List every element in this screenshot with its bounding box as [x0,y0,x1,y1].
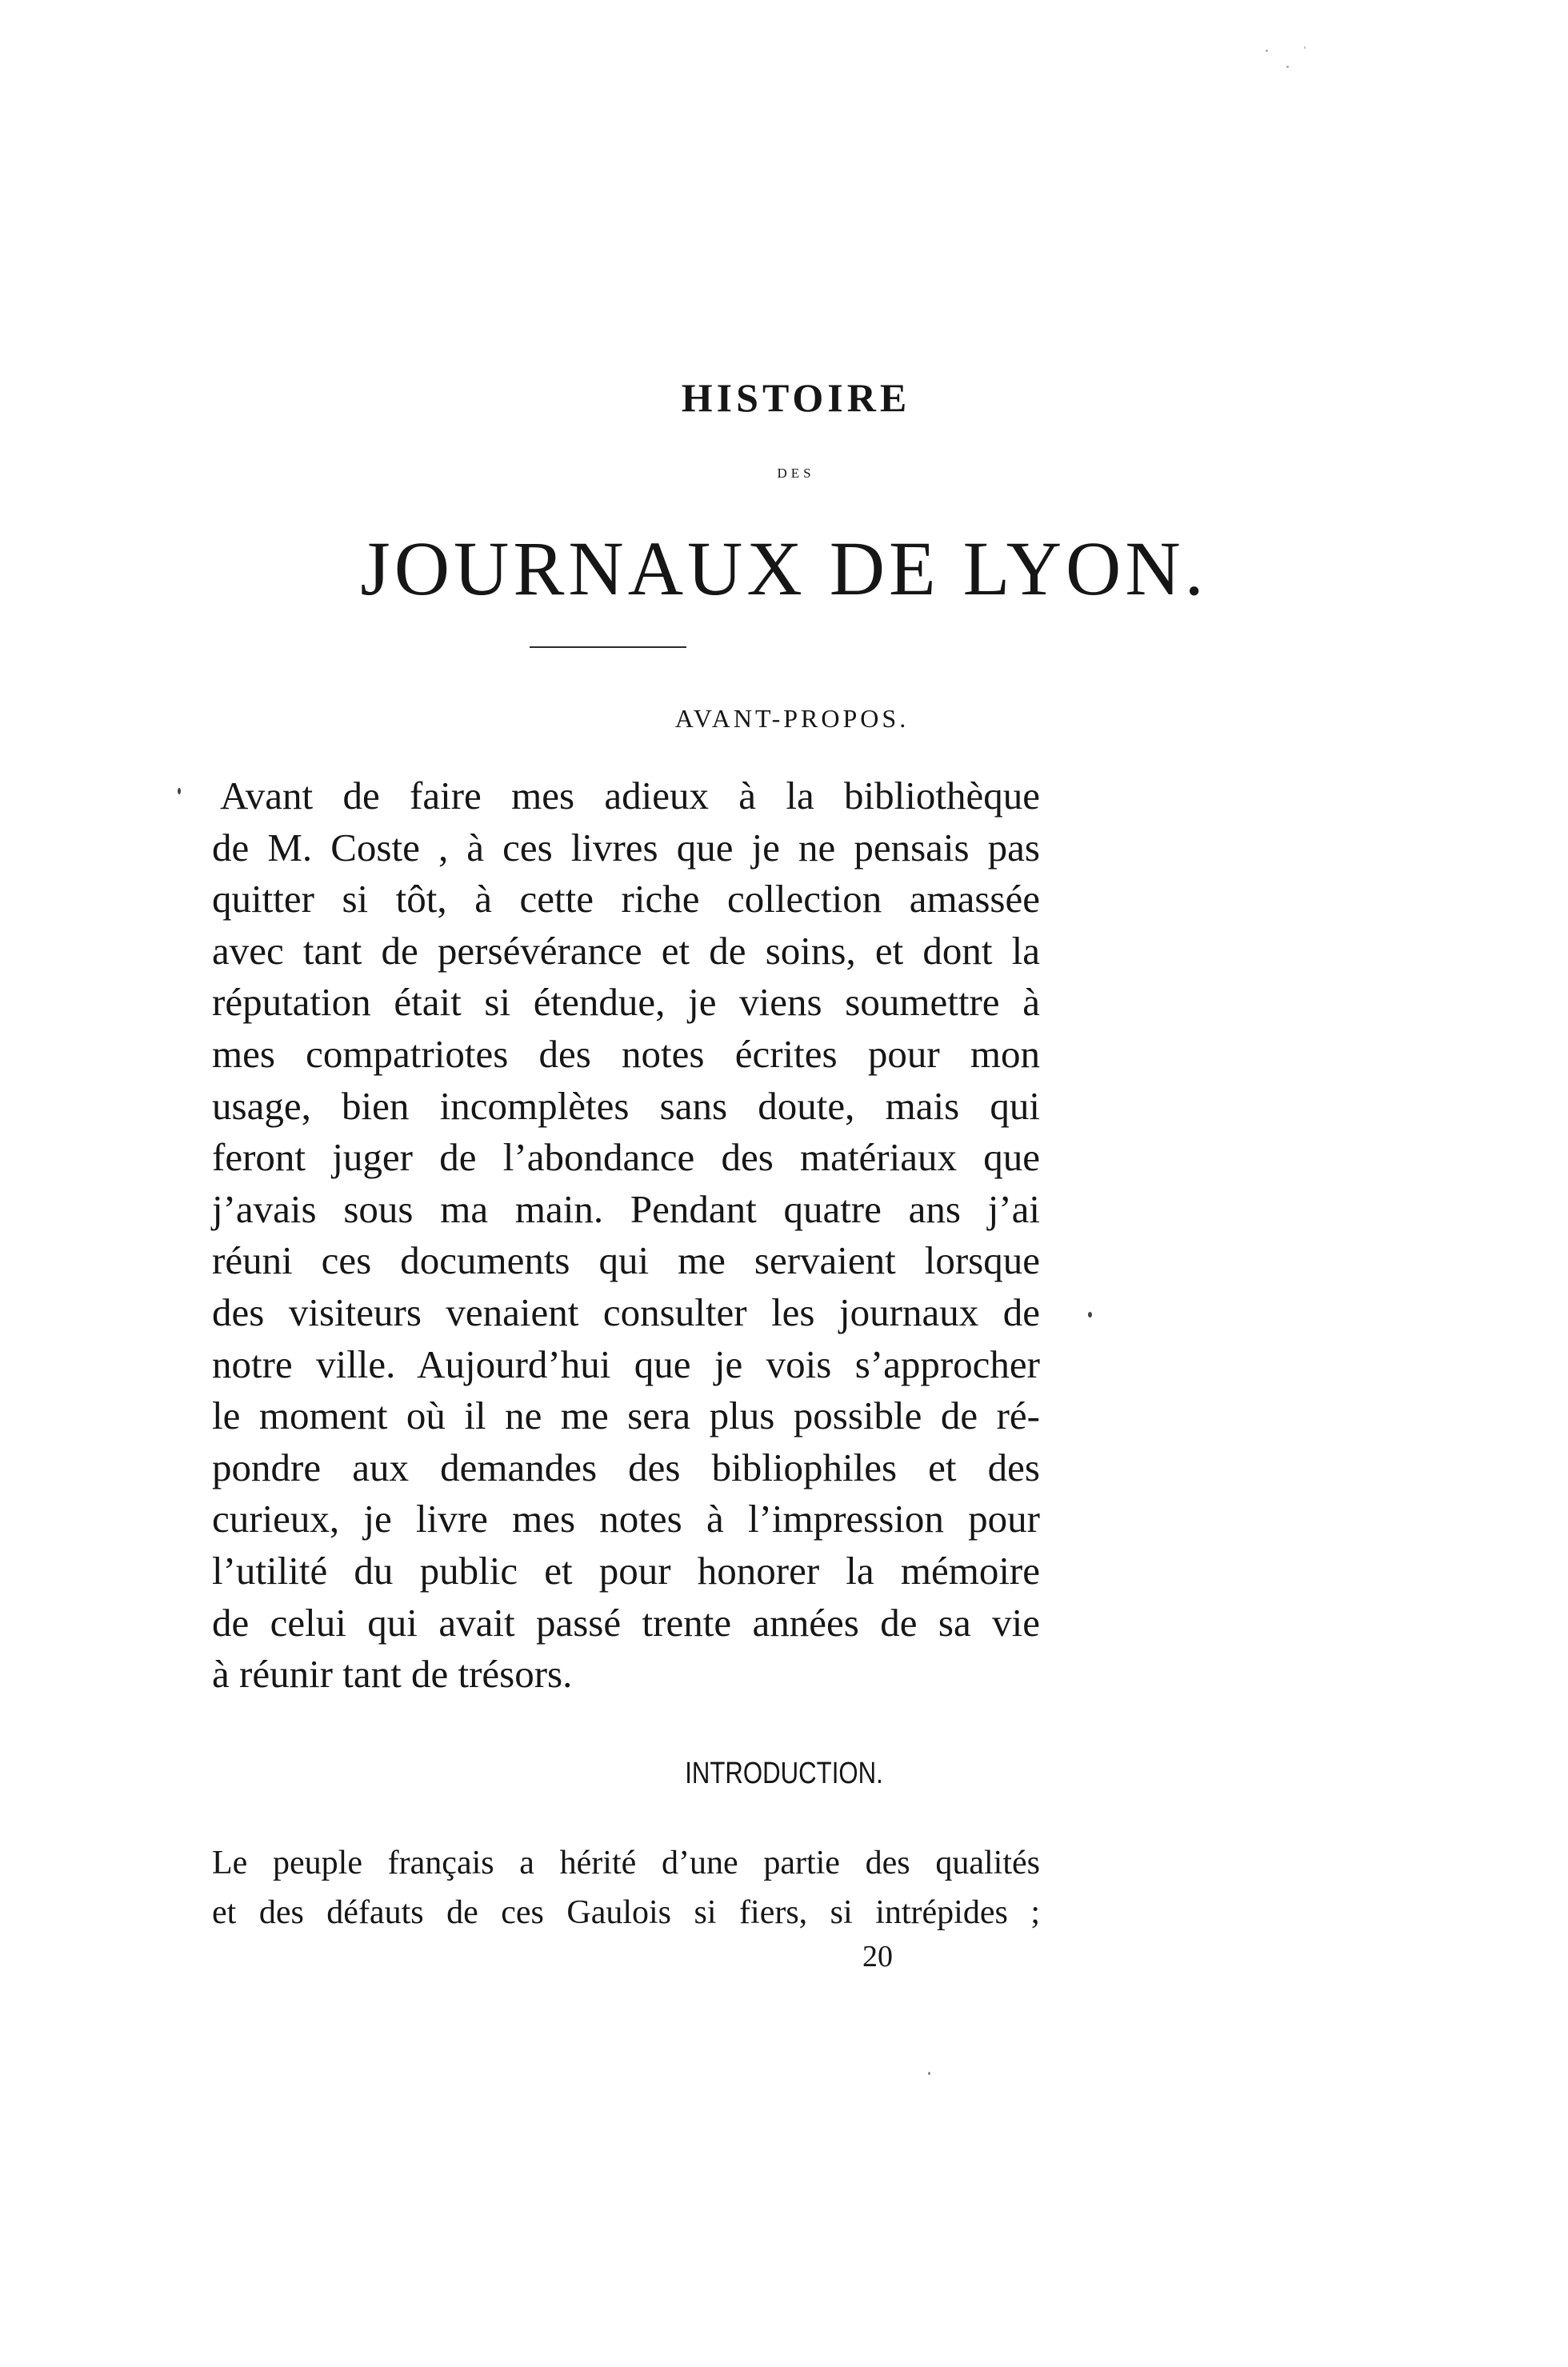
paragraph-line: pondre aux demandes des bibliophiles et des [212,1445,1040,1489]
paragraph-line: j’avais sous ma main. Pendant quatre ans j’ai [212,1186,1040,1231]
paragraph-line: Le peuple français a hérité d’une partie des qualités [212,1845,1040,1881]
title-rule-divider [530,646,686,648]
paragraph-line: notre ville. Aujourd’hui que je vois s’approcher [212,1341,1040,1386]
avant-propos-paragraph [212,770,1040,1701]
title-des: DES [777,466,815,481]
paragraph-line: avec tant de persévérance et de soins, et dont la [212,928,1040,973]
paragraph-line: Avant de faire mes adieux à la bibliothèque [220,774,1040,818]
paragraph-line: feront juger de l’abondance des matériaux que [212,1135,1040,1180]
title-main: JOURNAUX DE LYON. [360,526,1208,611]
paragraph-line: quitter si tôt, à cette riche collection amassée [212,877,1040,922]
paragraph-line: usage, bien incomplètes sans doute, mais qui [212,1083,1040,1128]
paragraph-line: mes compatriotes des notes écrites pour mon [212,1031,1040,1076]
scan-speck [1304,46,1306,49]
paragraph-line: et des défauts de ces Gaulois si fiers, si intrépides ; [212,1894,1040,1931]
paragraph-line: curieux, je livre mes notes à l’impression pour [212,1497,1040,1541]
scan-speck [1266,50,1268,52]
page-number: 20 [862,1940,893,1973]
heading-avant-propos: AVANT-PROPOS. [674,704,910,733]
paragraph-line: l’utilité du public et pour honorer la mémoire [212,1548,1040,1593]
scan-speck [1286,66,1289,68]
paragraph-line: réputation était si étendue, je viens soumettre à [212,980,1040,1025]
paragraph-line: de celui qui avait passé trente années de sa vie [212,1600,1040,1645]
paragraph-line: à réunir tant de trésors. [212,1652,573,1697]
paragraph-line: de M. Coste , à ces livres que je ne pensais pas [212,825,1040,870]
paragraph-line: le moment où il ne me sera plus possible de ré- [212,1393,1040,1438]
heading-introduction: INTRODUCTION. [685,1757,883,1790]
introduction-paragraph [212,1838,1040,1937]
scan-speck [928,2072,930,2075]
scan-speck [178,788,181,794]
title-histoire: HISTOIRE [681,375,911,420]
scan-speck [1088,1312,1092,1317]
paragraph-line: réuni ces documents qui me servaient lorsque [212,1238,1040,1283]
paragraph-line: des visiteurs venaient consulter les journaux de [212,1289,1040,1334]
